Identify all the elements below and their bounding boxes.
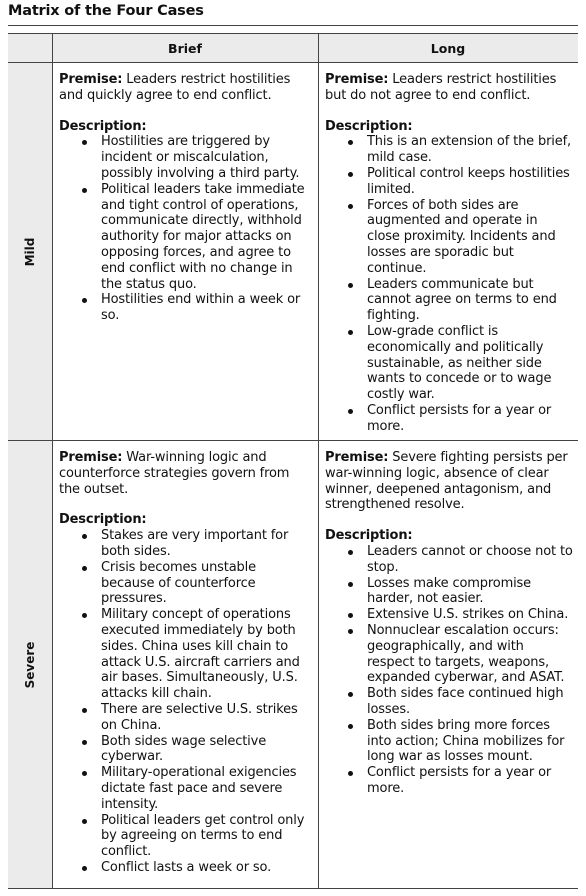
four-cases-matrix: [8, 33, 578, 889]
list-item: Leaders communicate but cannot agree on terms to end fighting.: [367, 277, 574, 324]
list-item: This is an extension of the brief, mild case.: [367, 134, 574, 166]
description-label: Description:: [59, 118, 147, 134]
list-item: Both sides bring more forces into action; China mobilizes for long war as losses mount.: [367, 718, 574, 765]
title-rule: [8, 25, 578, 26]
description-list: [325, 134, 574, 434]
premise-text: War-winning logic and counterforce strategies govern from the outset.: [59, 450, 290, 497]
column-header-row: [8, 34, 578, 63]
column-header-long: Long: [430, 41, 466, 56]
description-label: Description:: [325, 118, 413, 134]
description-label: Description:: [59, 512, 147, 528]
description-list: [59, 134, 311, 324]
premise-label: Premise:: [59, 72, 123, 87]
list-item: Conflict persists for a year or more.: [367, 403, 574, 435]
row-divider: [8, 440, 578, 441]
cell-severe-brief: [59, 450, 311, 876]
list-item: Political leaders take immediate and tight control of operations, communicate directly, withhold authority for major attacks on opposing forces, and agree to end conflict with no change in the status quo.: [101, 182, 311, 293]
list-item: There are selective U.S. strikes on China.: [101, 702, 311, 734]
cell-severe-long: [325, 450, 574, 797]
column-header-brief: Brief: [168, 41, 202, 56]
list-item: Political leaders get control only by agreeing on terms to end conflict.: [101, 813, 311, 860]
list-item: Military concept of operations executed immediately by both sides. China uses kill chain to attack U.S. aircraft carriers and air bases. Simultaneously, U.S. attacks kill chain.: [101, 607, 311, 702]
premise-label: Premise:: [325, 72, 389, 87]
list-item: Both sides wage selective cyberwar.: [101, 734, 311, 766]
description-label: Description:: [325, 528, 413, 544]
cell-mild-long: [325, 72, 574, 435]
list-item: Stakes are very important for both sides.: [101, 528, 311, 560]
premise-label: Premise:: [59, 450, 123, 465]
row-label-mild: [8, 63, 52, 440]
matrix-title: Matrix of the Four Cases: [8, 3, 204, 19]
list-item: Leaders cannot or choose not to stop.: [367, 543, 573, 575]
column-divider: [318, 34, 319, 888]
premise-label: Premise:: [325, 450, 389, 465]
premise: [325, 72, 574, 104]
premise-text: Severe fighting persists per war-winning logic, absence of clear winner, deepened antagonism, and strengthened resolve.: [325, 450, 568, 513]
row-label-severe-text: Severe: [23, 641, 37, 688]
list-item: Hostilities are triggered by incident or miscalculation, possibly involving a third party.: [101, 134, 311, 181]
list-item: Low-grade conflict is economically and politically sustainable, as neither side wants to concede or to wage costly war.: [367, 324, 574, 403]
list-item: Hostilities end within a week or so.: [101, 292, 311, 324]
list-item: Extensive U.S. strikes on China.: [367, 607, 574, 623]
list-item: Both sides face continued high losses.: [367, 686, 574, 718]
list-item: Forces of both sides are augmented and operate in close proximity. Incidents and losses are sporadic but continue.: [367, 198, 574, 277]
row-label-mild-text: Mild: [23, 237, 37, 266]
list-item: Nonnuclear escalation occurs: geographically, and with respect to targets, weapons, expanded cyberwar, and ASAT.: [367, 623, 574, 686]
list-item: Crisis becomes unstable because of counterforce pressures.: [101, 560, 311, 607]
list-item: Conflict lasts a week or so.: [101, 860, 311, 876]
description-list: [325, 544, 574, 797]
premise: [59, 72, 311, 104]
list-item: Political control keeps hostilities limited.: [367, 166, 574, 198]
list-item: Conflict persists for a year or more.: [367, 765, 574, 797]
premise: [59, 450, 311, 497]
list-item: Losses make compromise harder, not easier.: [367, 576, 574, 608]
premise-text: Leaders restrict hostilities but do not agree to end conflict.: [325, 72, 557, 103]
premise-text: Leaders restrict hostilities and quickly agree to end conflict.: [59, 72, 291, 103]
description-list: [59, 528, 311, 876]
premise: [325, 450, 574, 513]
column-divider: [52, 34, 53, 888]
row-label-severe: [8, 441, 52, 888]
cell-mild-brief: [59, 72, 311, 324]
list-item: Military-operational exigencies dictate fast pace and severe intensity.: [101, 765, 311, 812]
